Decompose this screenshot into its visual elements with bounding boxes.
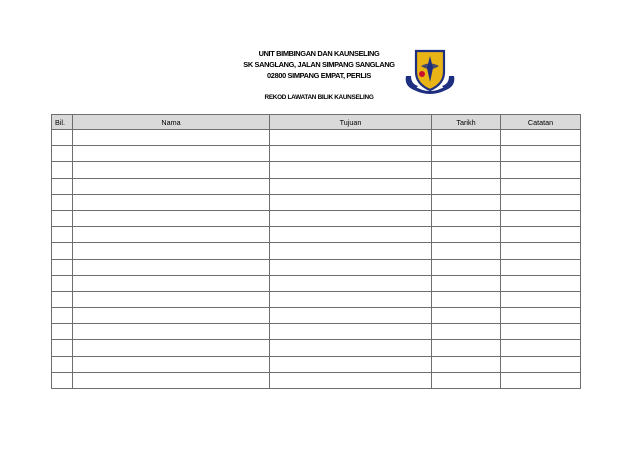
cell-tarikh <box>432 130 501 146</box>
cell-tujuan <box>270 356 432 372</box>
cell-tujuan <box>270 210 432 226</box>
cell-tujuan <box>270 227 432 243</box>
cell-bil <box>52 356 73 372</box>
table-row <box>52 259 581 275</box>
cell-tujuan <box>270 340 432 356</box>
table-body <box>52 130 581 389</box>
cell-catatan <box>501 130 581 146</box>
table-row <box>52 243 581 259</box>
cell-tujuan <box>270 275 432 291</box>
cell-tarikh <box>432 275 501 291</box>
cell-tarikh <box>432 210 501 226</box>
cell-nama <box>73 259 270 275</box>
cell-tujuan <box>270 194 432 210</box>
cell-tarikh <box>432 162 501 178</box>
cell-nama <box>73 210 270 226</box>
cell-catatan <box>501 178 581 194</box>
cell-nama <box>73 356 270 372</box>
cell-catatan <box>501 356 581 372</box>
cell-tarikh <box>432 227 501 243</box>
table-row <box>52 210 581 226</box>
cell-tarikh <box>432 308 501 324</box>
cell-tarikh <box>432 259 501 275</box>
cell-catatan <box>501 243 581 259</box>
cell-catatan <box>501 210 581 226</box>
cell-catatan <box>501 194 581 210</box>
cell-nama <box>73 243 270 259</box>
cell-tujuan <box>270 291 432 307</box>
cell-bil <box>52 291 73 307</box>
table-row <box>52 162 581 178</box>
cell-catatan <box>501 275 581 291</box>
cell-nama <box>73 130 270 146</box>
cell-catatan <box>501 372 581 388</box>
cell-catatan <box>501 259 581 275</box>
cell-tujuan <box>270 308 432 324</box>
cell-bil <box>52 130 73 146</box>
column-header-tujuan: Tujuan <box>270 115 432 130</box>
cell-tarikh <box>432 356 501 372</box>
cell-bil <box>52 227 73 243</box>
cell-nama <box>73 146 270 162</box>
table-row <box>52 146 581 162</box>
school-crest-icon <box>402 46 458 94</box>
cell-tarikh <box>432 340 501 356</box>
cell-bil <box>52 324 73 340</box>
cell-bil <box>52 210 73 226</box>
cell-tarikh <box>432 146 501 162</box>
cell-bil <box>52 146 73 162</box>
cell-tarikh <box>432 178 501 194</box>
table-row <box>52 194 581 210</box>
cell-tujuan <box>270 324 432 340</box>
cell-nama <box>73 178 270 194</box>
cell-catatan <box>501 162 581 178</box>
table-row <box>52 227 581 243</box>
cell-nama <box>73 324 270 340</box>
table-row <box>52 356 581 372</box>
table-row <box>52 275 581 291</box>
cell-catatan <box>501 324 581 340</box>
cell-bil <box>52 194 73 210</box>
cell-tujuan <box>270 243 432 259</box>
cell-nama <box>73 372 270 388</box>
table-row <box>52 178 581 194</box>
cell-nama <box>73 227 270 243</box>
table-row <box>52 340 581 356</box>
cell-nama <box>73 194 270 210</box>
cell-tujuan <box>270 146 432 162</box>
cell-bil <box>52 275 73 291</box>
cell-catatan <box>501 340 581 356</box>
cell-tarikh <box>432 194 501 210</box>
cell-catatan <box>501 227 581 243</box>
cell-tujuan <box>270 130 432 146</box>
header-school-address: SK SANGLANG, JALAN SIMPANG SANGLANG <box>243 60 395 69</box>
cell-bil <box>52 340 73 356</box>
cell-tujuan <box>270 372 432 388</box>
column-header-tarikh: Tarikh <box>432 115 501 130</box>
cell-bil <box>52 308 73 324</box>
table-row <box>52 324 581 340</box>
cell-tarikh <box>432 324 501 340</box>
table-row <box>52 372 581 388</box>
column-header-bil: Bil. <box>52 115 73 130</box>
table-row <box>52 291 581 307</box>
table-row <box>52 130 581 146</box>
cell-bil <box>52 243 73 259</box>
cell-tarikh <box>432 372 501 388</box>
cell-bil <box>52 259 73 275</box>
document-title: REKOD LAWATAN BILIK KAUNSELING <box>264 94 374 101</box>
cell-tujuan <box>270 162 432 178</box>
table-header-row <box>52 115 581 130</box>
table-row <box>52 308 581 324</box>
column-header-nama: Nama <box>73 115 270 130</box>
header-postcode-city: 02800 SIMPANG EMPAT, PERLIS <box>267 71 371 80</box>
cell-nama <box>73 291 270 307</box>
cell-tarikh <box>432 243 501 259</box>
cell-nama <box>73 308 270 324</box>
cell-tujuan <box>270 178 432 194</box>
cell-catatan <box>501 308 581 324</box>
cell-catatan <box>501 291 581 307</box>
visit-record-table <box>51 114 581 389</box>
cell-tarikh <box>432 291 501 307</box>
cell-nama <box>73 162 270 178</box>
cell-bil <box>52 162 73 178</box>
cell-nama <box>73 275 270 291</box>
header-unit-name: UNIT BIMBINGAN DAN KAUNSELING <box>258 49 380 58</box>
cell-bil <box>52 372 73 388</box>
cell-catatan <box>501 146 581 162</box>
column-header-catatan: Catatan <box>501 115 581 130</box>
cell-bil <box>52 178 73 194</box>
cell-tujuan <box>270 259 432 275</box>
cell-nama <box>73 340 270 356</box>
